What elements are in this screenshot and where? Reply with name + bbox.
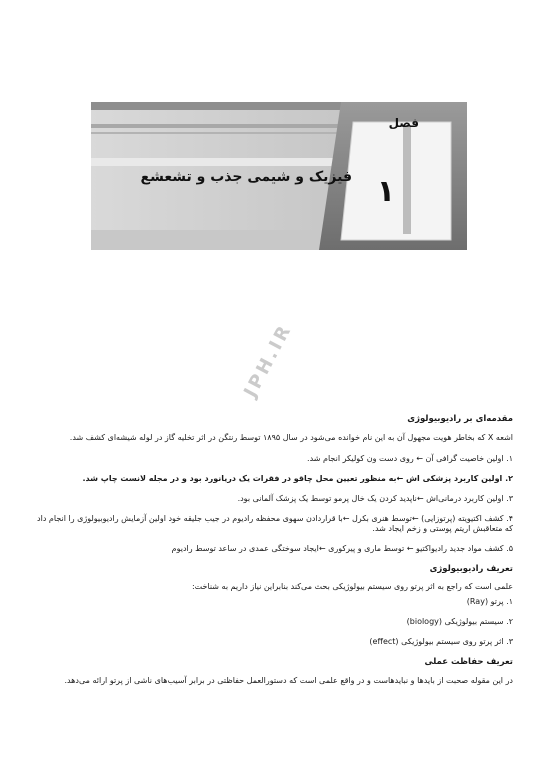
list-item: ۱. اولین خاصیت گرافی آن ← روی دست ون کولیکر انجام شد. xyxy=(307,453,513,463)
section-heading-intro: مقدمه‌ای بر رادیوبیولوژی xyxy=(407,414,513,424)
list-item: ۳. اثر پرتو روی سیستم بیولوژیکی (effect) xyxy=(369,637,513,647)
list-item: ۲. اولین کاربرد پزشکی اش ←به منظور تعیین محل چاقو در فقرات یک دریانورد بود و در مجله لانست چاپ شد. xyxy=(82,473,513,483)
list-item: ۲. سیستم بیولوژیکی (biology) xyxy=(406,617,513,627)
paragraph-intro: اشعه X که بخاطر هویت مجهول آن به این نام خوانده می‌شود در سال ۱۸۹۵ توسط رنتگن در اثر تخلیه گاز در لوله شیشه‌ای کشف شد. xyxy=(69,432,513,442)
chapter-title: فیزیک و شیمی جذب و تشعشع xyxy=(140,169,352,185)
chapter-label: فصل xyxy=(388,116,419,130)
paragraph-definition: علمی است که راجع به اثر پرتو روی سیستم بیولوژیکی بحث می‌کند بنابراین نیاز داریم به شناخت: xyxy=(191,582,513,592)
section-heading-protection: تعریف حفاظت عملی xyxy=(424,657,513,668)
section-heading-definition: تعریف رادیوبیولوژی xyxy=(429,563,513,574)
list-item: ۱. پرتو (Ray) xyxy=(466,597,513,607)
chapter-banner xyxy=(91,102,467,250)
list-item: ۳. اولین کاربرد درمانی‌اش ←ناپدید کردن یک خال پرمو توسط یک پزشک آلمانی بود. xyxy=(237,493,513,503)
page-body xyxy=(30,414,513,691)
list-item: ۵. کشف مواد جدید رادیواکتیو ← توسط ماری و پیرکوری ←ایجاد سوختگی عمدی در ساعد توسط رادیوم xyxy=(171,543,513,553)
list-item: ۴. کشف اکتیویته (پرتوزایی) ←توسط هنری بکرل ←با قراردادن سهوی محفظه رادیوم در جیب جلیقه خود اولین آزمایش رادیوبیولوژی را انجام داد که متعاقبش اریتم پوستی و زخم ایجاد شد. xyxy=(37,513,513,533)
paragraph-protection: در این مقوله صحبت از بایدها و نبایدهاست و در واقع علمی است که دستورالعمل حفاظتی در برابر آسیب‌های ناشی از پرتو ارائه می‌دهد. xyxy=(64,675,513,685)
watermark: JPH.IR xyxy=(240,320,297,401)
chapter-number: ۱ xyxy=(376,174,395,209)
